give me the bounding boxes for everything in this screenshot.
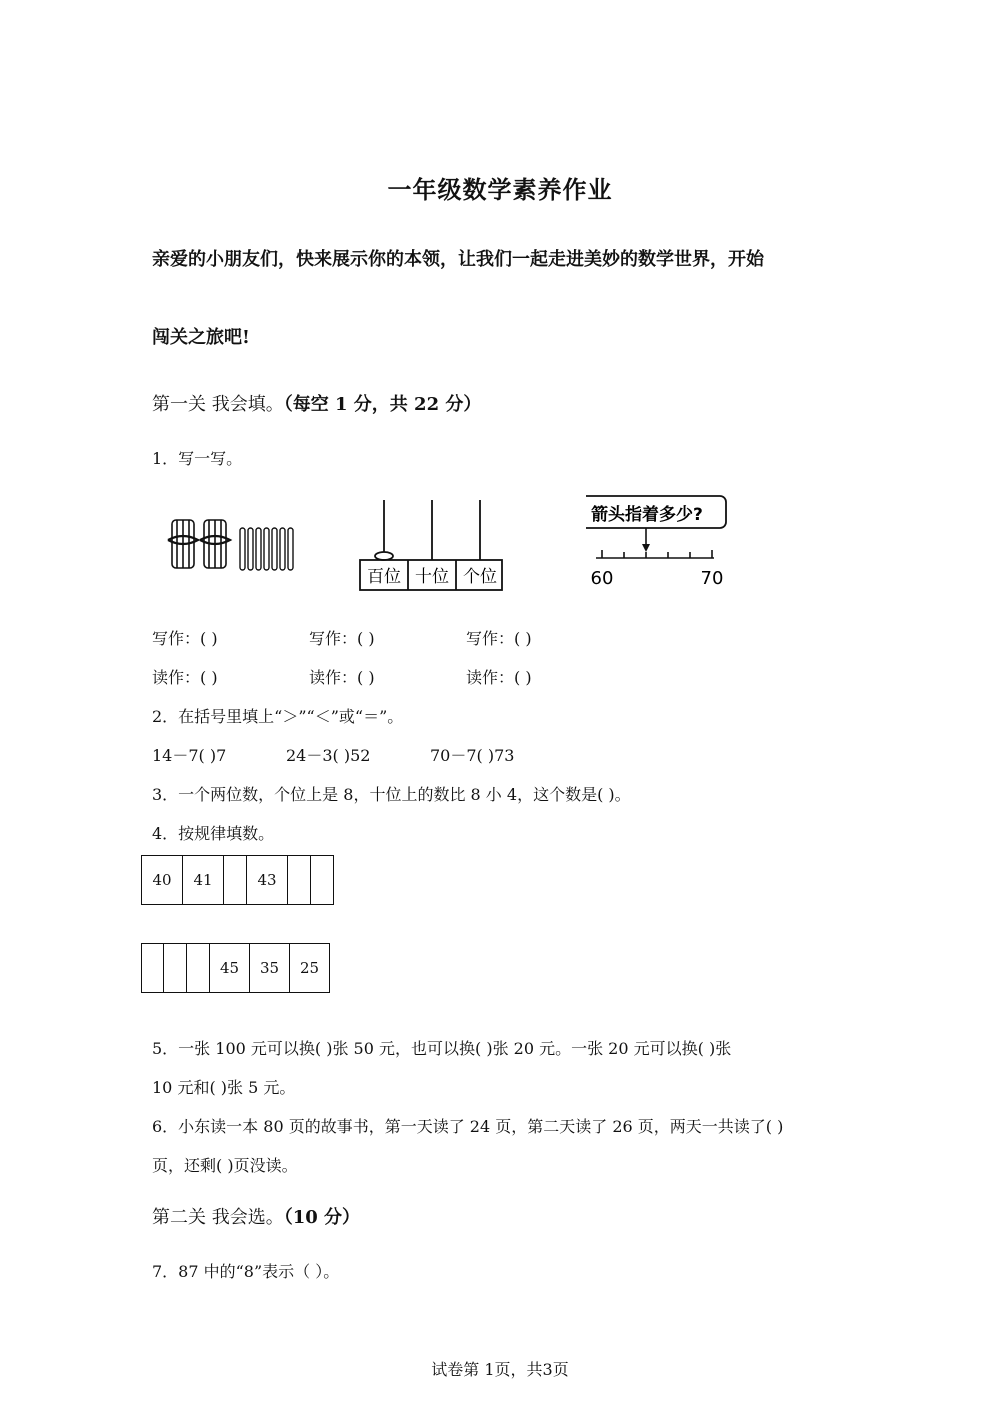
write-blank-3[interactable]: 写作：( ): [466, 629, 532, 648]
page-title: 一年级数学素养作业: [387, 175, 613, 204]
question-3-text: 3．一个两位数，个位上是 8，十位上的数比 8 小 4，这个数是( )。: [152, 785, 631, 804]
sequence-cell: 41: [183, 856, 224, 905]
read-blank-2[interactable]: 读作：( ): [309, 668, 375, 687]
stick-bundles-image: [166, 512, 302, 576]
question-7-text: 7．87 中的“8”表示（ ）。: [152, 1262, 340, 1281]
section-2-title: 第二关 我会选。: [152, 1207, 284, 1228]
question-4-text: 4．按规律填数。: [152, 824, 275, 843]
number-line-start: 60: [590, 568, 614, 589]
compare-item-2[interactable]: 24－3( )52: [286, 746, 371, 765]
question-6-line-1: 6．小东读一本 80 页的故事书，第一天读了 24 页，第二天读了 26 页，两天一共读了( ): [152, 1117, 784, 1136]
intro-line-1: 亲爱的小朋友们，快来展示你的本领，让我们一起走进美妙的数学世界，开始: [152, 249, 764, 270]
sequence-cell: 25: [290, 944, 330, 993]
number-line-image: [586, 492, 736, 592]
question-1-text: 1．写一写。: [152, 449, 243, 468]
sequence-blank-cell[interactable]: [187, 944, 210, 993]
read-blank-1[interactable]: 读作：( ): [152, 668, 218, 687]
section-1-score: （每空 1 分，共 22 分）: [283, 394, 482, 415]
sequence-table-1: [141, 855, 334, 905]
single-sticks: [240, 528, 293, 570]
sequence-blank-cell[interactable]: [224, 856, 247, 905]
question-5-line-1: 5．一张 100 元可以换( )张 50 元，也可以换( )张 20 元。一张 20 元可以换( )张: [152, 1039, 732, 1058]
sequence-cell: 35: [250, 944, 290, 993]
section-1-heading: [152, 390, 481, 416]
sequence-blank-cell[interactable]: [164, 944, 187, 993]
section-1-title: 第一关 我会填。: [152, 394, 284, 415]
number-line-end: 70: [700, 568, 724, 589]
write-blank-1[interactable]: 写作：( ): [152, 629, 218, 648]
sequence-cell: 40: [142, 856, 183, 905]
sequence-blank-cell[interactable]: [288, 856, 311, 905]
sequence-cell: 45: [210, 944, 250, 993]
abacus-label-tens: 十位: [415, 567, 449, 587]
arrow-icon: [642, 544, 650, 552]
abacus-label-ones: 个位: [463, 567, 497, 587]
intro-line-2: 闯关之旅吧!: [152, 327, 250, 348]
question-2-text: 2．在括号里填上“＞”“＜”或“＝”。: [152, 707, 404, 726]
sequence-blank-cell[interactable]: [311, 856, 334, 905]
question-5-line-2: 10 元和( )张 5 元。: [152, 1078, 296, 1097]
sequence-cell: 43: [247, 856, 288, 905]
read-blank-3[interactable]: 读作：( ): [466, 668, 532, 687]
page-footer: 试卷第 1页，共3页: [431, 1360, 569, 1379]
sequence-blank-cell[interactable]: [142, 944, 164, 993]
number-line-question: 箭头指着多少?: [591, 505, 703, 525]
bundle-2: [200, 520, 230, 568]
sequence-table-2: [141, 943, 330, 993]
section-2-score: （10 分）: [283, 1207, 361, 1228]
write-blank-2[interactable]: 写作：( ): [309, 629, 375, 648]
question-6-line-2: 页，还剩( )页没读。: [152, 1156, 298, 1175]
bundle-1: [168, 520, 198, 568]
section-2-heading: [152, 1203, 360, 1229]
compare-item-3[interactable]: 70－7( )73: [430, 746, 515, 765]
compare-item-1[interactable]: 14－7( )7: [152, 746, 227, 765]
abacus-label-hundreds: 百位: [367, 567, 401, 587]
abacus-image: [356, 498, 506, 594]
